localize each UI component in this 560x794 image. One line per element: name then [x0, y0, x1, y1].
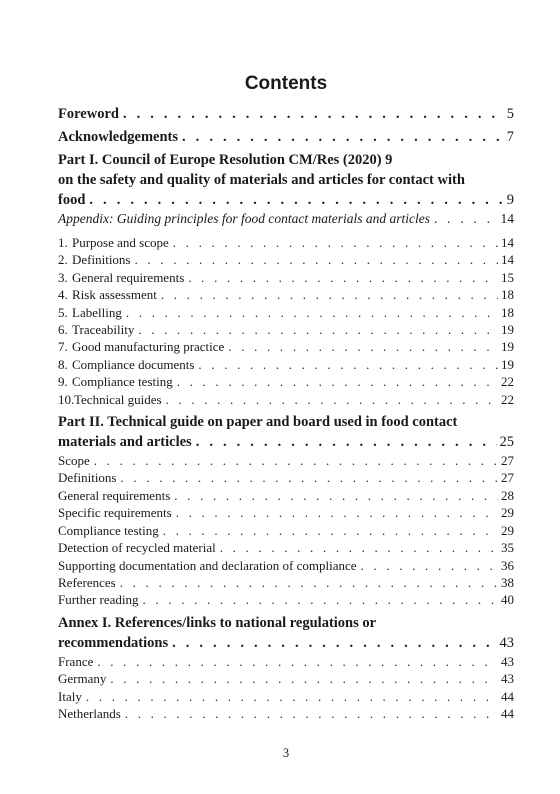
toc-label: Risk assessment [72, 287, 157, 303]
toc-label: Detection of recycled material [58, 540, 216, 556]
toc-page-number: 29 [501, 505, 514, 521]
dot-leader [120, 574, 498, 591]
dot-leader [220, 539, 498, 556]
toc-entry-part2-item[interactable] [58, 591, 514, 608]
toc-entry-annex1-item[interactable] [58, 653, 514, 670]
dot-leader [198, 356, 498, 373]
toc-page-number: 43 [501, 653, 514, 669]
toc-item-number: 2. [58, 252, 68, 268]
dot-leader [173, 234, 498, 251]
toc-item-number: 3. [58, 269, 68, 285]
toc-page-number: 19 [501, 322, 514, 338]
toc-page-number: 22 [501, 391, 514, 407]
toc-label: General requirements [72, 269, 185, 285]
toc-label: Technical guides [74, 391, 162, 407]
toc-entry-part1-item[interactable] [58, 356, 514, 373]
toc-label: Appendix: Guiding principles for food contact materials and articles [58, 211, 430, 226]
dot-leader [86, 688, 498, 705]
toc-entry-annex1-item[interactable] [58, 688, 514, 705]
page-number: 3 [282, 746, 290, 760]
dot-leader [126, 304, 498, 321]
toc-entry-part2-item[interactable] [58, 522, 514, 539]
part1-heading-line: Part I. Council of Europe Resolution CM/Res (2020) 9 [58, 152, 393, 168]
toc-label: materials and articles [58, 434, 192, 451]
toc-page-number: 14 [500, 211, 514, 226]
toc-entry-part2-item[interactable] [58, 469, 514, 486]
toc-label: General requirements [58, 487, 171, 503]
toc-entry-part2-item[interactable] [58, 504, 514, 521]
toc-page-number: 27 [501, 453, 514, 469]
part1-heading-line: on the safety and quality of materials and articles for contact with [58, 172, 465, 188]
toc-label: Compliance documents [72, 356, 195, 372]
toc-entry-part2-item[interactable] [58, 557, 514, 574]
dot-leader [182, 127, 504, 147]
toc-item-number: 9. [58, 374, 68, 390]
toc-label: Good manufacturing practice [72, 339, 225, 355]
dot-leader [94, 452, 498, 469]
toc-page-number: 9 [506, 192, 514, 208]
toc-page-number: 29 [501, 522, 514, 538]
toc-label: food [58, 192, 86, 208]
toc-entry-annex1-item[interactable] [58, 705, 514, 722]
toc-item-number: 7. [58, 339, 68, 355]
dot-leader [166, 391, 498, 408]
toc-label: Scope [58, 453, 90, 469]
toc-entry-foreword[interactable] [58, 104, 514, 124]
dot-leader [110, 670, 498, 687]
toc-label: Definitions [72, 252, 131, 268]
dot-leader [434, 210, 498, 228]
toc-page-number: 40 [501, 592, 514, 608]
toc-page-number: 43 [499, 634, 514, 651]
dot-leader [89, 190, 503, 210]
dot-leader [361, 557, 498, 574]
dot-leader [188, 269, 498, 286]
dot-leader [163, 522, 498, 539]
toc-page-number: 19 [501, 339, 514, 355]
toc-page-number: 44 [501, 705, 514, 721]
toc-page-number: 35 [501, 540, 514, 556]
toc-page-number: 14 [501, 252, 514, 268]
toc-page-number: 19 [501, 356, 514, 372]
toc-entry-part2-item[interactable] [58, 452, 514, 469]
toc-label: Compliance testing [72, 374, 173, 390]
toc-item-number: 5. [58, 304, 68, 320]
toc-page-number: 28 [501, 487, 514, 503]
toc-entry-part2-item[interactable] [58, 539, 514, 556]
toc-page-number: 27 [501, 470, 514, 486]
dot-leader [121, 469, 499, 486]
dot-leader [123, 104, 504, 124]
toc-page-number: 44 [501, 688, 514, 704]
toc-label: Definitions [58, 470, 117, 486]
table-of-contents [58, 104, 514, 722]
toc-entry-part1-item[interactable] [58, 373, 514, 390]
toc-label: France [58, 653, 94, 669]
toc-entry-part1-item[interactable] [58, 286, 514, 303]
toc-item-number: 1. [58, 235, 68, 250]
dot-leader [228, 338, 498, 355]
toc-label: Foreword [58, 106, 119, 122]
toc-label: Purpose and scope [72, 235, 169, 250]
dot-leader [143, 591, 498, 608]
toc-label: Germany [58, 671, 107, 687]
toc-entry-part2[interactable] [58, 432, 514, 452]
toc-entry-part2-item[interactable] [58, 574, 514, 591]
toc-entry-acknowledgements[interactable] [58, 127, 514, 147]
toc-entry-part1-item[interactable] [58, 251, 514, 268]
dot-leader [177, 373, 498, 390]
toc-item-number: 6. [58, 322, 68, 338]
toc-item-number: 8. [58, 356, 68, 372]
toc-label: References [58, 574, 116, 590]
page-title: Contents [244, 73, 328, 94]
toc-entry-part1-item[interactable] [58, 391, 514, 408]
toc-entry-annex1-item[interactable] [58, 670, 514, 687]
toc-label: Specific requirements [58, 505, 172, 521]
toc-page-number: 7 [506, 129, 514, 145]
toc-entry-part1-item[interactable] [58, 234, 514, 251]
dot-leader [138, 321, 498, 338]
toc-label: Compliance testing [58, 522, 159, 538]
toc-entry-part1-item[interactable] [58, 269, 514, 286]
toc-entry-part1[interactable] [58, 190, 514, 210]
dot-leader [196, 432, 497, 452]
toc-entry-part1-item[interactable] [58, 321, 514, 338]
toc-label: Italy [58, 688, 82, 704]
toc-page-number: 22 [501, 374, 514, 390]
toc-label: Netherlands [58, 705, 121, 721]
dot-leader [176, 504, 498, 521]
toc-label: Acknowledgements [58, 129, 179, 145]
dot-leader [161, 286, 498, 303]
toc-label: Supporting documentation and declaration of compliance [58, 557, 357, 573]
toc-entry-part1-item[interactable] [58, 338, 514, 355]
toc-page-number: 18 [501, 287, 514, 303]
toc-page-number: 18 [501, 304, 514, 320]
toc-page-number: 38 [501, 574, 514, 590]
toc-label: Traceability [72, 322, 135, 338]
dot-leader [172, 633, 496, 653]
dot-leader [97, 653, 498, 670]
document-page [58, 0, 514, 794]
toc-label: recommendations [58, 634, 169, 651]
toc-page-number: 14 [501, 235, 514, 250]
toc-page-number: 43 [501, 671, 514, 687]
toc-entry-annex1[interactable] [58, 633, 514, 653]
toc-item-number: 10. [58, 391, 75, 407]
annex1-heading-line: Annex I. References/links to national regulations or [58, 614, 377, 631]
toc-entry-part2-item[interactable] [58, 487, 514, 504]
toc-entry-appendix[interactable] [58, 210, 514, 228]
dot-leader [135, 251, 499, 268]
toc-page-number: 36 [501, 557, 514, 573]
toc-page-number: 25 [499, 434, 514, 451]
part2-heading-line: Part II. Technical guide on paper and board used in food contact [58, 414, 458, 431]
toc-label: Labelling [72, 304, 122, 320]
dot-leader [174, 487, 498, 504]
toc-label: Further reading [58, 592, 139, 608]
dot-leader [125, 705, 498, 722]
toc-entry-part1-item[interactable] [58, 304, 514, 321]
toc-page-number: 5 [506, 106, 514, 122]
toc-page-number: 15 [501, 269, 514, 285]
toc-item-number: 4. [58, 287, 68, 303]
